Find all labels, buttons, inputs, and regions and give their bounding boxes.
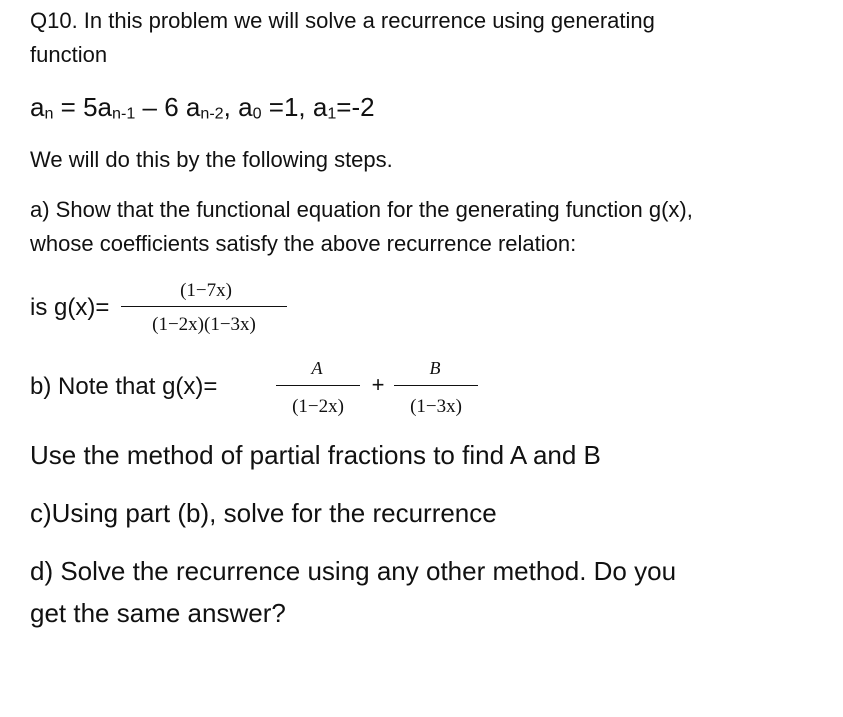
recurrence-lhs: a [30, 92, 45, 122]
question-line-1: Q10. In this problem we will solve a recurrence using generating [30, 8, 655, 33]
recurrence-sub1: n-1 [112, 104, 136, 123]
part-a-line-1: a) Show that the functional equation for the generating function g(x), [30, 197, 693, 222]
part-a-numerator: (1−7x) [180, 280, 232, 301]
recurrence-minus: – 6 a [135, 92, 201, 122]
part-b-plus: + [371, 372, 385, 397]
part-b-denominator-a: (1−2x) [292, 396, 344, 417]
recurrence-eq1: = 5a [53, 92, 112, 122]
recurrence-lhs-sub: n [44, 104, 54, 123]
recurrence-sub3: 0 [252, 104, 262, 123]
steps-intro: We will do this by the following steps. [30, 147, 393, 172]
recurrence-sub4: 1 [327, 104, 337, 123]
part-c: c)Using part (b), solve for the recurrence [30, 498, 497, 528]
part-b-denominator-b: (1−3x) [410, 396, 462, 417]
part-a-line-2: whose coefficients satisfy the above recurrence relation: [30, 231, 577, 256]
part-a-fraction-bar [121, 306, 287, 307]
question-line-2: function [30, 42, 108, 67]
recurrence-init0: =1, a [261, 92, 328, 122]
recurrence-relation [30, 92, 375, 123]
part-a-denominator: (1−2x)(1−3x) [152, 314, 256, 335]
part-d-line-1: d) Solve the recurrence using any other method. Do you [30, 556, 677, 586]
part-b-fraction-bar-b [394, 385, 478, 386]
part-d-line-2: get the same answer? [30, 598, 286, 628]
part-b-instruction: Use the method of partial fractions to find A and B [30, 440, 601, 470]
part-b-numerator-a: A [311, 358, 323, 378]
part-b-numerator-b: B [429, 358, 441, 378]
recurrence-comma: , a [223, 92, 253, 122]
part-b-fraction-bar-a [276, 385, 360, 386]
recurrence-sub2: n-2 [200, 104, 224, 123]
part-a-prefix: is g(x)= [30, 294, 110, 321]
part-b-prefix: b) Note that g(x)= [30, 373, 218, 400]
recurrence-init1: =-2 [336, 92, 375, 122]
